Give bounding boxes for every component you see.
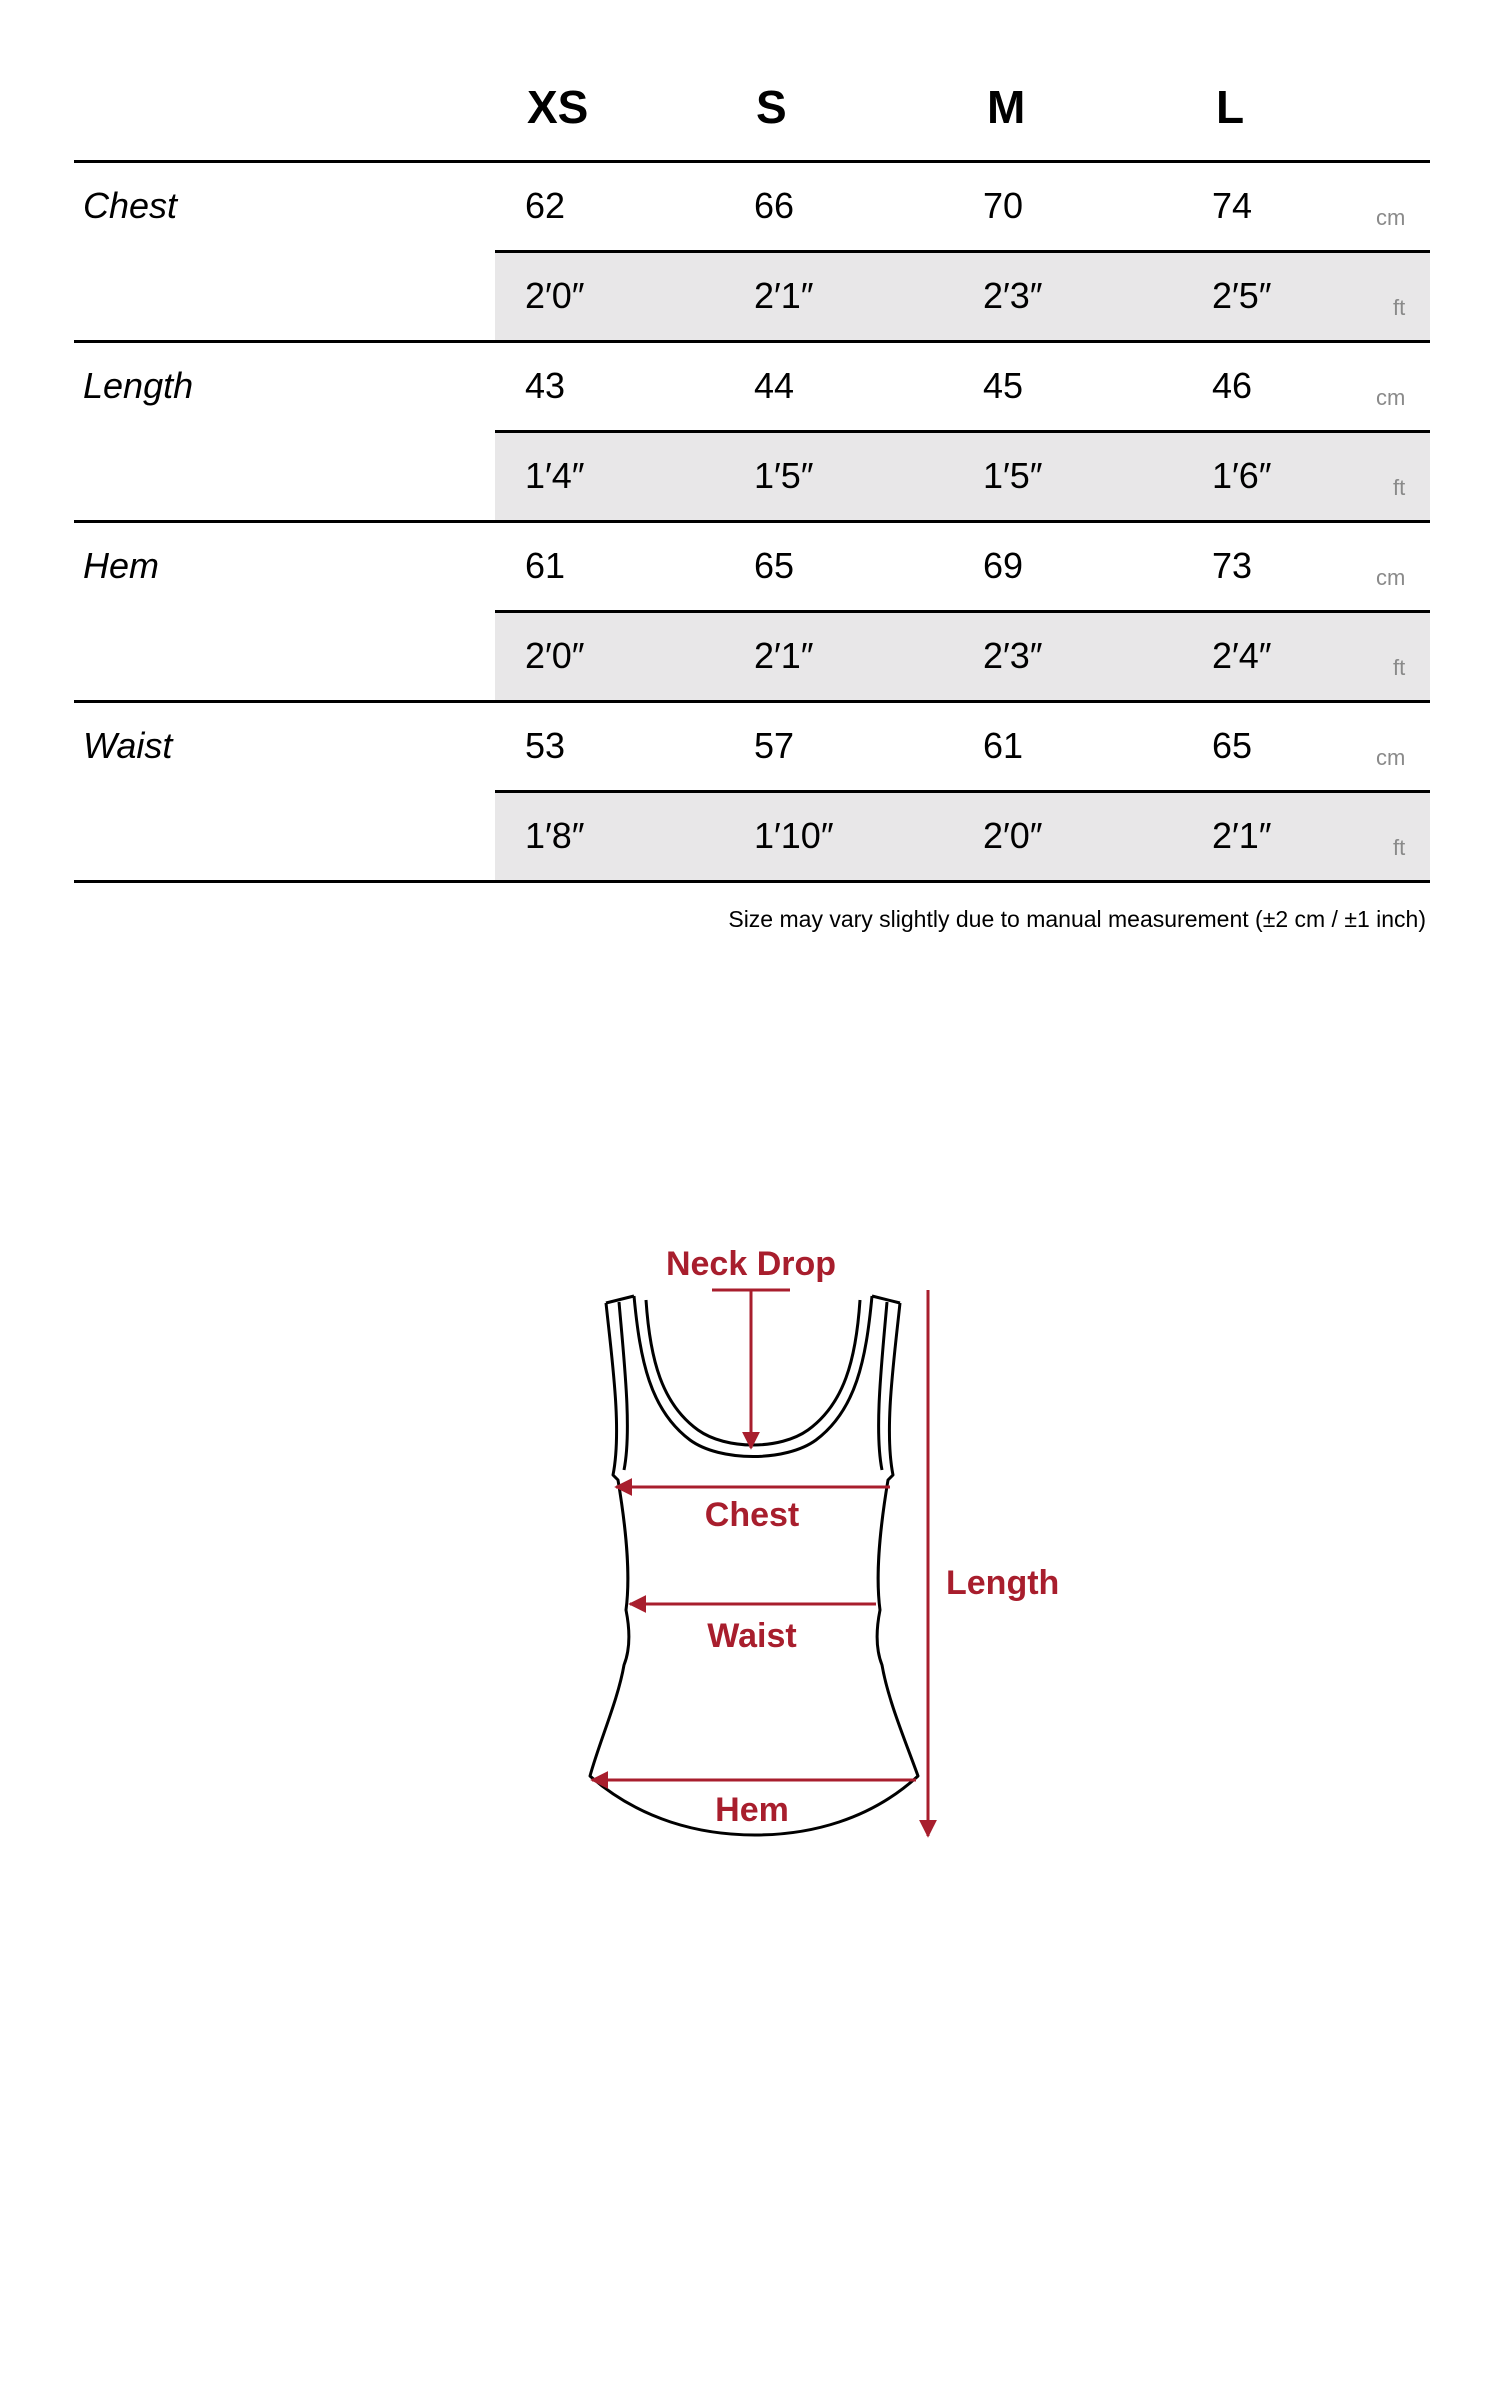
hem-bottom-rule <box>74 700 1430 703</box>
chest-ft-xs: 2′0″ <box>525 275 585 316</box>
tank-top-outline <box>590 1296 918 1835</box>
hem-cm-l: 73 <box>1212 545 1253 586</box>
table-bottom-rule <box>74 880 1430 883</box>
chest-bottom-rule <box>74 340 1430 343</box>
hem-sub-rule <box>495 610 1430 613</box>
chest-ft-unit: ft <box>1393 295 1406 320</box>
waist-ft-s: 1′10″ <box>754 815 834 856</box>
waist-ft-m: 2′0″ <box>983 815 1043 856</box>
chest-ft-m: 2′3″ <box>983 275 1043 316</box>
waist-cm-m: 61 <box>983 725 1024 766</box>
length-sub-rule <box>495 430 1430 433</box>
hem-ft-l: 2′4″ <box>1212 635 1272 676</box>
label-hem: Hem <box>715 1791 789 1829</box>
length-cm-xs: 43 <box>525 365 566 406</box>
length-ft-m: 1′5″ <box>983 455 1043 496</box>
chest-ft-l: 2′5″ <box>1212 275 1272 316</box>
length-cm-s: 44 <box>754 365 795 406</box>
length-ft-xs: 1′4″ <box>525 455 585 496</box>
chest-cm-m: 70 <box>983 185 1024 226</box>
row-label-hem: Hem <box>83 545 160 586</box>
waist-sub-rule <box>495 790 1430 793</box>
chest-sub-rule <box>495 250 1430 253</box>
length-ft-s: 1′5″ <box>754 455 814 496</box>
hem-ft-unit: ft <box>1393 655 1406 680</box>
waist-cm-s: 57 <box>754 725 795 766</box>
row-label-length: Length <box>83 365 194 406</box>
chest-cm-l: 74 <box>1212 185 1253 226</box>
hem-cm-xs: 61 <box>525 545 566 586</box>
chest-ft-row-bg <box>495 253 1430 340</box>
label-neck-drop: Neck Drop <box>665 1245 837 1283</box>
hem-cm-s: 65 <box>754 545 795 586</box>
chest-cm-unit: cm <box>1376 205 1406 230</box>
chest-ft-s: 2′1″ <box>754 275 814 316</box>
row-label-chest: Chest <box>83 185 178 226</box>
length-ft-unit: ft <box>1393 475 1406 500</box>
hem-cm-unit: cm <box>1376 565 1406 590</box>
size-header-m: M <box>987 81 1026 133</box>
hem-ft-s: 2′1″ <box>754 635 814 676</box>
waist-ft-unit: ft <box>1393 835 1406 860</box>
row-label-waist: Waist <box>83 725 173 766</box>
label-chest: Chest <box>704 1496 800 1534</box>
tank-top-diagram <box>0 1200 1500 1900</box>
chest-cm-s: 66 <box>754 185 795 226</box>
hem-cm-m: 69 <box>983 545 1024 586</box>
length-cm-m: 45 <box>983 365 1024 406</box>
size-header-s: S <box>756 81 787 133</box>
chest-cm-xs: 62 <box>525 185 566 226</box>
measurement-note: Size may vary slightly due to manual measurement (±2 cm / ±1 inch) <box>728 906 1426 932</box>
hem-ft-xs: 2′0″ <box>525 635 585 676</box>
label-length: Length <box>946 1564 1060 1602</box>
size-header-xs: XS <box>527 81 589 133</box>
waist-cm-unit: cm <box>1376 745 1406 770</box>
length-ft-l: 1′6″ <box>1212 455 1272 496</box>
waist-ft-l: 2′1″ <box>1212 815 1272 856</box>
waist-ft-xs: 1′8″ <box>525 815 585 856</box>
size-header-l: L <box>1216 81 1245 133</box>
waist-cm-l: 65 <box>1212 725 1253 766</box>
hem-ft-row-bg <box>495 613 1430 700</box>
waist-cm-xs: 53 <box>525 725 566 766</box>
length-ft-row-bg <box>495 433 1430 520</box>
waist-ft-row-bg <box>495 793 1430 880</box>
label-waist: Waist <box>707 1617 797 1655</box>
length-bottom-rule <box>74 520 1430 523</box>
length-cm-l: 46 <box>1212 365 1253 406</box>
table-top-rule <box>74 160 1430 163</box>
hem-ft-m: 2′3″ <box>983 635 1043 676</box>
length-cm-unit: cm <box>1376 385 1406 410</box>
